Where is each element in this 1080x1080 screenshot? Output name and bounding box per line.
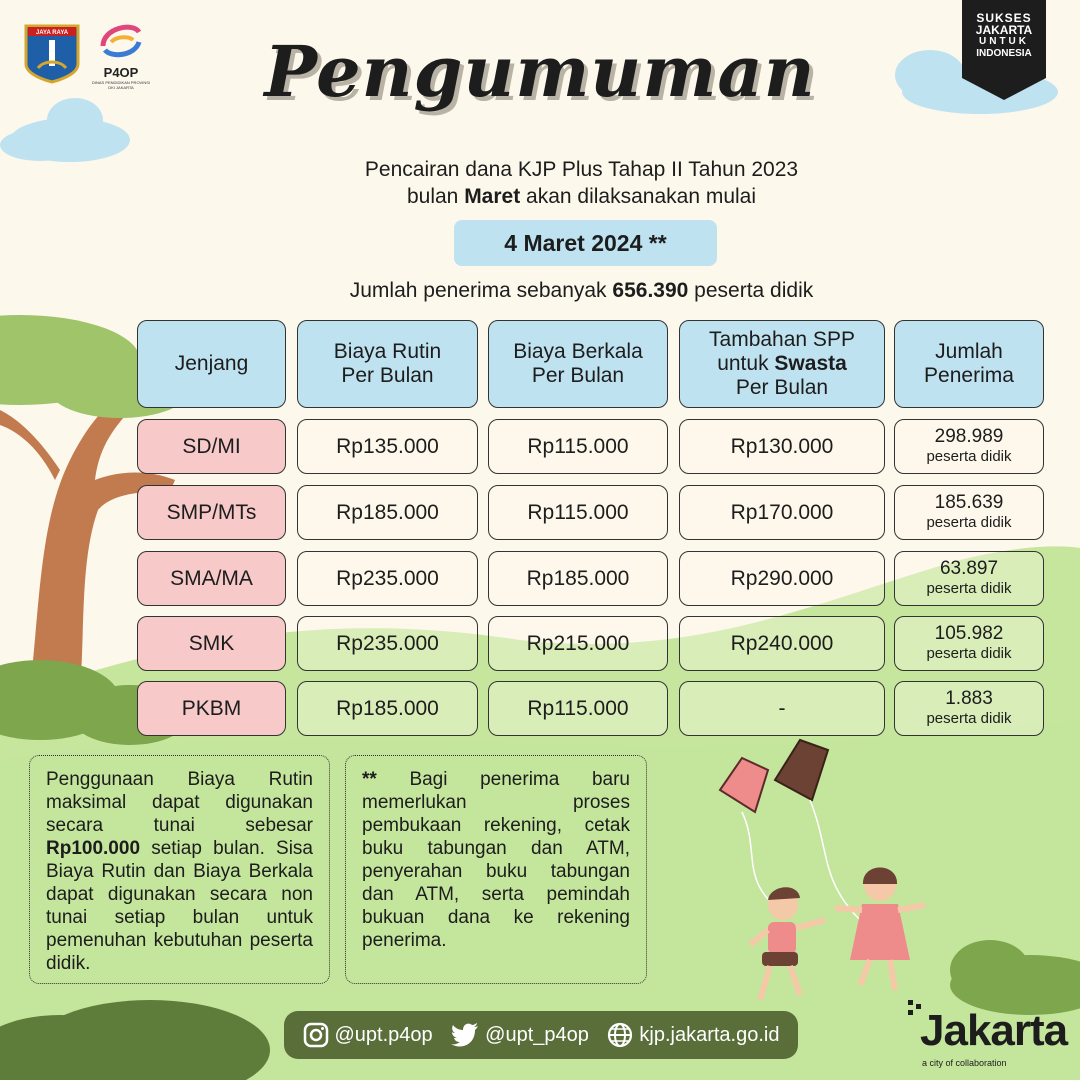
row-smk-routine: Rp235.000 (297, 616, 478, 671)
row-sma-periodic: Rp185.000 (488, 551, 668, 606)
row-smk-spp: Rp240.000 (679, 616, 885, 671)
row-sd-count: 298.989 peserta didik (894, 419, 1044, 474)
instagram-icon (303, 1022, 329, 1048)
twitter-icon (451, 1023, 479, 1047)
row-sma-level: SMA/MA (137, 551, 286, 606)
row-smp-routine: Rp185.000 (297, 485, 478, 540)
row-pkbm-level: PKBM (137, 681, 286, 736)
note-routine-usage: Penggunaan Biaya Rutin maksimal dapat digunakan secara tunai sebesar Rp100.000 setiap bulan. Sisa Biaya Rutin dan Biaya Berkala dapat digunakan secara non tunai setiap bulan untuk pemenuhan kebutuhan peserta didik. (29, 755, 330, 984)
jakarta-wordmark: Jakarta (920, 1006, 1068, 1055)
website-link[interactable]: kjp.jakarta.go.id (607, 1022, 779, 1048)
note-new-recipients: ** Bagi penerima baru memerlukan proses pembukaan rekening, cetak buku tabungan dan ATM, penyerahan buku tabungan dan ATM, serta pemindah bukuan dana ke rekening penerima. (345, 755, 647, 984)
row-smp-periodic: Rp115.000 (488, 485, 668, 540)
row-pkbm-routine: Rp185.000 (297, 681, 478, 736)
row-smk-level: SMK (137, 616, 286, 671)
page-title: Pengumuman (264, 30, 816, 113)
row-sma-routine: Rp235.000 (297, 551, 478, 606)
twitter-link[interactable]: @upt_p4op (451, 1023, 589, 1047)
intro-text: Pencairan dana KJP Plus Tahap II Tahun 2023 bulan Maret akan dilaksanakan mulai (364, 158, 799, 208)
jakarta-logo (908, 1000, 1068, 1070)
row-smk-periodic: Rp215.000 (488, 616, 668, 671)
header-periodic-cost: Biaya Berkala Per Bulan (488, 320, 668, 408)
row-pkbm-periodic: Rp115.000 (488, 681, 668, 736)
row-smp-level: SMP/MTs (137, 485, 286, 540)
row-sd-periodic: Rp115.000 (488, 419, 668, 474)
sukses-jakarta-badge: SUKSES JAKARTA UNTUK INDONESIA (962, 0, 1046, 100)
row-smp-count: 185.639 peserta didik (894, 485, 1044, 540)
p4op-text: P4OP (103, 65, 139, 80)
svg-text:JAYA RAYA: JAYA RAYA (35, 30, 69, 36)
social-media-bar (284, 1011, 798, 1059)
row-sd-routine: Rp135.000 (297, 419, 478, 474)
row-sma-count: 63.897 peserta didik (894, 551, 1044, 606)
header-recipient-count: Jumlah Penerima (894, 320, 1044, 408)
row-sd-spp: Rp130.000 (679, 419, 885, 474)
globe-icon (607, 1022, 633, 1048)
p4op-subtext: DINAS PENDIDIKAN PROVINSI DKI JAKARTA (91, 80, 150, 90)
recipients-summary: Jumlah penerima sebanyak 656.390 peserta didik (349, 279, 814, 302)
header-private-spp: Tambahan SPP untuk Swasta Per Bulan (679, 320, 885, 408)
row-smp-spp: Rp170.000 (679, 485, 885, 540)
start-date-badge: 4 Maret 2024 ** (454, 220, 717, 266)
header-level: Jenjang (137, 320, 286, 408)
row-sma-spp: Rp290.000 (679, 551, 885, 606)
row-sd-level: SD/MI (137, 419, 286, 474)
instagram-link[interactable]: @upt.p4op (303, 1022, 433, 1048)
row-smk-count: 105.982 peserta didik (894, 616, 1044, 671)
header-routine-cost: Biaya Rutin Per Bulan (297, 320, 478, 408)
jakarta-tagline: a city of collaboration (922, 1058, 1007, 1068)
row-pkbm-count: 1.883 peserta didik (894, 681, 1044, 736)
row-pkbm-spp: - (679, 681, 885, 736)
